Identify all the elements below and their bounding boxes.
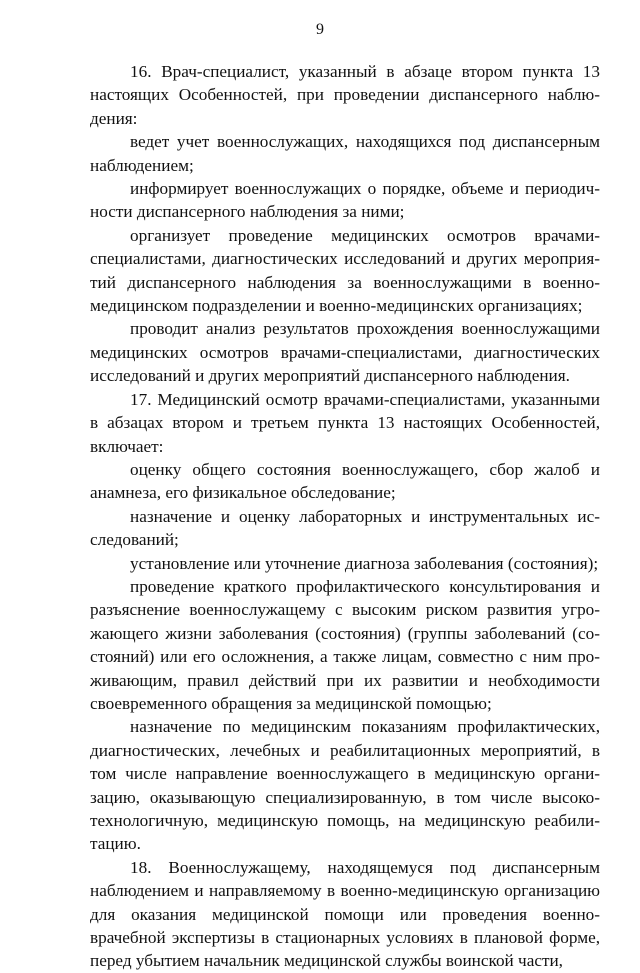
paragraph-exam-counseling: проведение краткого профилактического консультирования и разъяснение военнослужащему с высоким риском развития угрожающего жизни заболевания (состояния) (группы заболеваний (состояний) или его осложнения, а также лицам, совместно с ним проживающим, правил действий при их развитии и необходимости своевременного обращения за медицинской помощью; <box>90 576 600 713</box>
paragraph-exam-diagnosis: установление или уточнение диагноза заболевания (состояния); <box>130 553 599 573</box>
page-number: 9 <box>316 21 324 38</box>
paragraph-exam-referral: назначение по медицинским показаниям профилактических, диагностических, лечебных и реабилитационных мероприятий, в том числе направление военнослужащего в медицинскую организацию, оказывающую специализированную, в том числе высокотехнологичную, медицинскую помощь, на медицинскую реабилитацию. <box>90 717 600 854</box>
paragraph-duty-inform: информирует военнослужащих о порядке, объеме и периодичности диспансерного наблюдения за ними; <box>90 179 600 222</box>
paragraph-exam-lab: назначение и оценку лабораторных и инструментальных исследований; <box>90 506 600 550</box>
document-body <box>90 60 600 973</box>
paragraph-duty-records: ведет учет военнослужащих, находящихся под диспансерным наблюдением; <box>90 132 600 175</box>
paragraph-item-16-intro: 16. Врач-специалист, указанный в абзаце втором пункта 13 настоящих Особенностей, при проведении диспансерного наблюдения: <box>90 62 600 128</box>
paragraph-duty-analysis: проводит анализ результатов прохождения военнослужащими медицинских осмотров врачами-специалистами, диагностических исследований и других мероприятий диспансерного наблюдения. <box>90 319 600 386</box>
paragraph-item-18-intro: 18. Военнослужащему, находящемуся под диспансерным наблюдением и направляемому в военно-медицинскую организацию для оказания медицинской помощи или проведения военно-врачебной экспертизы в стационарных условиях в плановой форме, перед убытием начальник медицинской службы воинской части, <box>90 857 600 971</box>
paragraph-exam-general: оценку общего состояния военнослужащего, сбор жалоб и анамнеза, его физикальное обследование; <box>90 459 600 503</box>
paragraph-item-17-intro: 17. Медицинский осмотр врачами-специалистами, указанными в абзацах втором и третьем пункта 13 настоящих Особенностей, включает: <box>90 389 600 456</box>
paragraph-duty-organize: организует проведение медицинских осмотров врачами-специалистами, диагностических исследований и других мероприятий диспансерного наблюдения за военнослужащими в военно-медицинском подразделении и военно-медицинских организациях; <box>90 225 600 316</box>
